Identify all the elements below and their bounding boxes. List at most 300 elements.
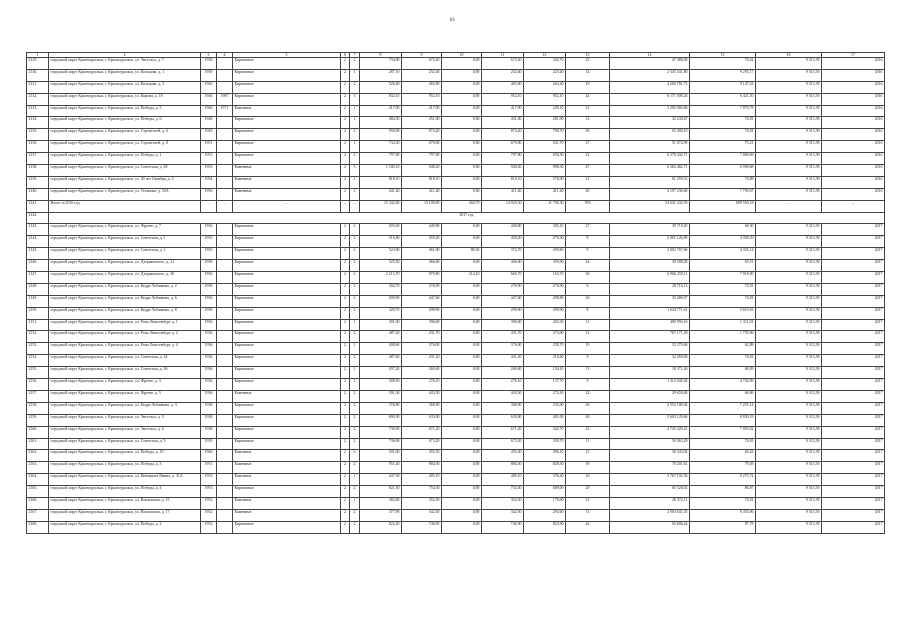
table-cell: 2 xyxy=(341,236,350,248)
table-cell: 2017 xyxy=(822,414,885,426)
table-cell: 70,42 xyxy=(690,58,756,70)
table-cell: 273,00 xyxy=(524,331,566,343)
table-cell: Кирпичные xyxy=(233,224,341,236)
table-cell: 1946 xyxy=(201,450,217,462)
table-cell: 404,70 xyxy=(442,200,482,212)
table-cell: 4 745 329,41 xyxy=(610,426,690,438)
table-cell: 7 879,78 xyxy=(690,105,756,117)
table-row xyxy=(27,165,885,177)
table-cell: 269,40 xyxy=(482,367,524,379)
table-cell xyxy=(217,129,233,141)
table-cell: 1 xyxy=(350,69,360,81)
table-cell: Кирпичные xyxy=(233,272,341,284)
table-cell: 2016 xyxy=(822,165,885,177)
table-cell: Кирпичные xyxy=(233,343,341,355)
table-cell: 26 xyxy=(566,414,610,426)
table-cell: 2017 xyxy=(822,450,885,462)
table-cell: 1936 xyxy=(201,343,217,355)
table-cell: 443,50 xyxy=(402,390,442,402)
table-cell: 396,10 xyxy=(524,450,566,462)
table-cell: 2017 xyxy=(822,367,885,379)
table-cell: 276,10 xyxy=(402,379,442,391)
table-cell: городской округ Красноуральск, г. Красноуральск, ул. Энгельса, д. 5 xyxy=(49,414,201,426)
table-cell: 4 260 781,75 xyxy=(610,81,690,93)
table-cell: 9 313,39 xyxy=(756,462,822,474)
table-cell xyxy=(217,462,233,474)
table-cell: 2165. xyxy=(27,486,49,498)
table-cell: 396,00 xyxy=(402,319,442,331)
table-cell: 2 xyxy=(341,153,350,165)
table-cell: 9 313,39 xyxy=(756,176,822,188)
table-cell: 401,00 xyxy=(524,414,566,426)
table-cell: 2 xyxy=(341,367,350,379)
table-cell: 9 313,39 xyxy=(756,450,822,462)
table-cell: 2 xyxy=(341,248,350,260)
table-cell: Кирпичные xyxy=(233,331,341,343)
table-cell: 9 313,39 xyxy=(756,438,822,450)
table-cell: 9 313,39 xyxy=(756,69,822,81)
table-cell: 20 716,13 xyxy=(610,283,690,295)
table-cell: 1939 xyxy=(201,438,217,450)
table-cell: 2154. xyxy=(27,355,49,367)
table-cell: 2 xyxy=(341,117,350,129)
table-cell: 0,00 xyxy=(442,176,482,188)
table-cell: 0,00 xyxy=(442,81,482,93)
table-cell: 1938 xyxy=(201,426,217,438)
table-cell: 2 xyxy=(350,81,360,93)
table-cell: 276,30 xyxy=(524,236,566,248)
table-cell: 2 xyxy=(341,283,350,295)
table-cell: 2 001 126,89 xyxy=(610,236,690,248)
table-cell: 431,00 xyxy=(482,117,524,129)
table-cell: 2157. xyxy=(27,390,49,402)
table-cell: 2166. xyxy=(27,497,49,509)
table-cell: 736,00 xyxy=(360,438,402,450)
table-cell: 505,00 xyxy=(360,224,402,236)
table-cell: 1940 xyxy=(201,81,217,93)
table-cell: 5 603 129,66 xyxy=(610,414,690,426)
column-header: 7 xyxy=(350,53,360,58)
table-cell: 20 xyxy=(566,188,610,200)
table-cell: 459,20 xyxy=(402,236,442,248)
table-cell: 1952 xyxy=(201,509,217,521)
table-cell: 287,10 xyxy=(360,69,402,81)
table-row xyxy=(27,474,885,486)
table-row xyxy=(27,509,885,521)
table-cell: 650,50 xyxy=(524,153,566,165)
table-cell: Кирпичные xyxy=(233,521,341,533)
table-cell: 487,60 xyxy=(360,355,402,367)
table-cell: 305,10 xyxy=(524,224,566,236)
table-cell: 22 xyxy=(566,390,610,402)
table-row xyxy=(27,69,885,81)
table-cell: 0,00 xyxy=(442,141,482,153)
table-cell: городской округ Красноуральск, г. Красноуральск, ул. Фрунзе, д. 3 xyxy=(49,379,201,391)
table-cell: 2161. xyxy=(27,438,49,450)
table-cell: 23 xyxy=(566,426,610,438)
table-cell: Кирпичные xyxy=(233,367,341,379)
table-cell: 2145. xyxy=(27,248,49,260)
table-cell: 9 313,39 xyxy=(756,81,822,93)
table-cell: 2168. xyxy=(27,521,49,533)
table-cell: 0,00 xyxy=(442,153,482,165)
table-cell: 86,87 xyxy=(690,486,756,498)
table-cell: 487,20 xyxy=(360,331,402,343)
table-cell: 339,70 xyxy=(524,438,566,450)
table-cell: 74,81 xyxy=(690,295,756,307)
table-cell: 797,80 xyxy=(360,153,402,165)
table-row xyxy=(27,343,885,355)
table-cell: 1 xyxy=(350,497,360,509)
table-cell: 2 xyxy=(341,307,350,319)
table-cell: городской округ Красноуральск, г. Красноуральск, ул. Победы, д. 6 xyxy=(49,117,201,129)
table-cell: 832,10 xyxy=(360,93,402,105)
table-cell: 1 xyxy=(350,117,360,129)
table-cell: – xyxy=(756,200,822,212)
table-cell xyxy=(217,117,233,129)
table-cell: 2130. xyxy=(27,69,49,81)
table-cell: 0,00 xyxy=(442,486,482,498)
table-cell: 65 400,10 xyxy=(610,129,690,141)
table-cell: 264,40 xyxy=(524,81,566,93)
table-cell: 431,70 xyxy=(482,331,524,343)
table-cell: 27 xyxy=(566,141,610,153)
table-cell: 2 xyxy=(350,390,360,402)
table-row xyxy=(27,248,885,260)
table-cell: 2017 xyxy=(822,248,885,260)
table-cell: 0,00 xyxy=(442,474,482,486)
table-cell: 2016 xyxy=(822,81,885,93)
table-cell: 1956 xyxy=(201,188,217,200)
table-cell: 2162. xyxy=(27,450,49,462)
table-cell: 0,00 xyxy=(442,343,482,355)
table-row xyxy=(27,331,885,343)
table-cell: – xyxy=(822,200,885,212)
table-cell: 2136. xyxy=(27,141,49,153)
table-cell: городской округ Красноуральск, г. Красноуральск, ул. Советская, д. 9 xyxy=(49,438,201,450)
table-cell: 9 313,39 xyxy=(756,521,822,533)
table-cell: 689,00 xyxy=(524,486,566,498)
table-cell: 9 313,39 xyxy=(756,58,822,70)
table-cell: городской округ Красноуральск, г. Красноуральск, ул. Интерната Ямина, д. 31А xyxy=(49,474,201,486)
table-cell: 1936 xyxy=(201,367,217,379)
table-cell: 2017 xyxy=(822,236,885,248)
table-cell: 884,30 xyxy=(482,462,524,474)
table-cell: 952,10 xyxy=(482,93,524,105)
table-cell: 1954 xyxy=(201,176,217,188)
table-cell: 0,00 xyxy=(442,129,482,141)
table-cell: 0,00 xyxy=(442,93,482,105)
table-cell: 272,30 xyxy=(524,390,566,402)
table-cell: 451,00 xyxy=(402,117,442,129)
table-cell: городской округ Красноуральск, г. Красноуральск, ул. Советская, д. 36 xyxy=(49,367,201,379)
table-cell: 154,10 xyxy=(524,367,566,379)
table-cell: 466,00 xyxy=(402,260,442,272)
table-cell: 2 xyxy=(341,355,350,367)
table-cell: 9 313,39 xyxy=(756,93,822,105)
table-cell: 2148. xyxy=(27,283,49,295)
table-cell: 2 xyxy=(341,402,350,414)
table-cell: 2 xyxy=(341,58,350,70)
table-cell: 2 xyxy=(341,319,350,331)
table-cell: 88,30 xyxy=(442,248,482,260)
section-row xyxy=(27,212,885,224)
table-cell: 1936 xyxy=(201,224,217,236)
table-cell: 9 xyxy=(566,248,610,260)
table-cell: 447,60 xyxy=(482,295,524,307)
table-cell: 671,20 xyxy=(482,426,524,438)
table-cell: 25 xyxy=(566,58,610,70)
table-cell: 940,20 xyxy=(482,165,524,177)
table-row xyxy=(27,521,885,533)
table-cell: 74,81 xyxy=(690,438,756,450)
table-cell: 79,39 xyxy=(690,462,756,474)
table-cell: 818,10 xyxy=(402,176,442,188)
table-cell xyxy=(217,486,233,498)
table-cell: 0,00 xyxy=(442,450,482,462)
table-cell: 884,30 xyxy=(402,462,442,474)
table-cell: 2017 xyxy=(822,331,885,343)
table-cell: 0,00 xyxy=(442,509,482,521)
table-row xyxy=(27,379,885,391)
table-cell: 501,00 xyxy=(360,450,402,462)
column-header: 14 xyxy=(610,53,690,58)
table-cell: 673,20 xyxy=(482,58,524,70)
table-cell: 376,00 xyxy=(402,343,442,355)
table-cell: – xyxy=(341,200,350,212)
table-cell: 54 641 242,59 xyxy=(610,200,690,212)
table-cell: 6 171 508,26 xyxy=(610,93,690,105)
table-cell: 214,10 xyxy=(442,272,482,284)
table-cell: 9 313,39 xyxy=(756,319,822,331)
table-cell: 1939 xyxy=(201,69,217,81)
table-cell: 3 197 236,68 xyxy=(610,188,690,200)
table-cell: городской округ Красноуральск, г. Красноуральск, ул. Розы Люксембург, д. 1 xyxy=(49,319,201,331)
table-cell: 1 312 042,04 xyxy=(610,379,690,391)
table-cell: 18 371,26 xyxy=(610,367,690,379)
table-cell: 2 xyxy=(350,224,360,236)
table-cell: 9 313,39 xyxy=(756,379,822,391)
table-cell: 797,80 xyxy=(482,153,524,165)
table-cell: 1 xyxy=(350,105,360,117)
table-cell: 754,30 xyxy=(402,486,442,498)
table-cell: 9 313,39 xyxy=(756,129,822,141)
table-cell xyxy=(217,58,233,70)
table-cell: городской округ Красноуральск, г. Красноуральск, ул. Советская, д. 1 xyxy=(49,236,201,248)
table-cell: 9 313,39 xyxy=(756,426,822,438)
table-row xyxy=(27,307,885,319)
table-cell: 665,70 xyxy=(482,272,524,284)
table-cell: 2160. xyxy=(27,426,49,438)
table-cell: 673,20 xyxy=(402,438,442,450)
table-cell: 1952 xyxy=(201,521,217,533)
table-cell: 293,60 xyxy=(524,509,566,521)
table-cell: 210,40 xyxy=(524,355,566,367)
table-cell: 19 xyxy=(566,81,610,93)
table-cell: 26 xyxy=(566,295,610,307)
table-cell: Кирпичные xyxy=(233,141,341,153)
table-cell: 65,51 xyxy=(690,260,756,272)
table-cell: 2 xyxy=(350,260,360,272)
table-cell: 2139. xyxy=(27,176,49,188)
table-cell: 65 606,24 xyxy=(610,521,690,533)
table-cell: 2 xyxy=(350,129,360,141)
table-cell: 1 xyxy=(350,176,360,188)
table-cell: 2 xyxy=(341,141,350,153)
table-cell: 2 xyxy=(350,283,360,295)
table-cell: 2 xyxy=(350,153,360,165)
table-cell: 2138. xyxy=(27,165,49,177)
table-row xyxy=(27,414,885,426)
table-cell: 137,70 xyxy=(524,379,566,391)
table-cell: 9 313,39 xyxy=(756,105,822,117)
table-cell: 1 xyxy=(350,343,360,355)
table-cell: 523,90 xyxy=(360,248,402,260)
table-cell: 223,40 xyxy=(524,69,566,81)
table-cell: 3 767 192,56 xyxy=(610,474,690,486)
table-cell: 1949 xyxy=(201,129,217,141)
table-cell: 2 xyxy=(341,260,350,272)
table-row xyxy=(27,188,885,200)
table-cell: городской округ Красноуральск, г. Красноуральск, ул. Кольцова, д. 1 xyxy=(49,69,201,81)
table-cell: 9 313,39 xyxy=(756,117,822,129)
table-cell: 2 xyxy=(341,426,350,438)
table-cell: 4 358,29 xyxy=(690,236,756,248)
table-cell: 304,70 xyxy=(360,283,402,295)
table-cell: 411,40 xyxy=(482,188,524,200)
table-cell: 2132. xyxy=(27,93,49,105)
table-cell: 359,90 xyxy=(524,260,566,272)
table-cell: 2016 xyxy=(822,105,885,117)
table-cell: 30 343,94 xyxy=(610,450,690,462)
table-cell: 9 313,39 xyxy=(756,355,822,367)
table-cell xyxy=(217,188,233,200)
table-cell: 447,60 xyxy=(402,295,442,307)
table-cell: Кирпичные xyxy=(233,438,341,450)
total-row xyxy=(27,200,885,212)
table-row xyxy=(27,117,885,129)
table-cell: 7 759,67 xyxy=(690,188,756,200)
table-cell: 21 xyxy=(566,105,610,117)
table-cell: 0,00 xyxy=(442,390,482,402)
table-cell: 8 453,06 xyxy=(690,509,756,521)
table-cell: городской округ Красноуральск, г. Красноуральск, ул. Фрунзе, д. 5 xyxy=(49,390,201,402)
table-cell: 2 xyxy=(341,272,350,284)
table-cell: 2 xyxy=(341,188,350,200)
table-cell: 23 379,46 xyxy=(610,343,690,355)
register-table xyxy=(26,52,885,534)
table-cell: 299,90 xyxy=(524,307,566,319)
table-cell: 2140. xyxy=(27,188,49,200)
column-header: 4 xyxy=(217,53,233,58)
table-cell: 2 xyxy=(350,414,360,426)
table-cell: 2156. xyxy=(27,379,49,391)
table-cell: 297,20 xyxy=(360,367,402,379)
register-table-wrapper xyxy=(26,52,884,534)
table-cell: 11 xyxy=(566,319,610,331)
table-cell: 2017 xyxy=(822,307,885,319)
table-cell: 2017 xyxy=(822,390,885,402)
table-cell: 1936 xyxy=(201,355,217,367)
table-cell xyxy=(217,355,233,367)
table-cell: городской округ Красноуральск, г. Красноуральск, ул. Советская, д. 2 xyxy=(49,248,201,260)
table-cell: 74,81 xyxy=(690,117,756,129)
table-cell: 952,10 xyxy=(402,93,442,105)
table-cell: 377,90 xyxy=(360,509,402,521)
table-cell: 42 xyxy=(566,93,610,105)
table-row xyxy=(27,438,885,450)
table-cell: 9 xyxy=(566,355,610,367)
table-cell: 908,30 xyxy=(524,165,566,177)
table-cell: 2 xyxy=(341,414,350,426)
table-cell: 2134. xyxy=(27,117,49,129)
table-cell: городской округ Красноуральск, г. Красноуральск, ул. Дзержинского, д. 21 xyxy=(49,260,201,272)
table-cell: 372,70 xyxy=(482,248,524,260)
table-cell: 352,50 xyxy=(482,497,524,509)
table-cell: – xyxy=(233,200,341,212)
table-cell: 70 201,61 xyxy=(610,462,690,474)
table-cell: 734,00 xyxy=(360,58,402,70)
table-cell: Кирпичные xyxy=(233,307,341,319)
table-cell: Кирпичные xyxy=(233,319,341,331)
table-cell: 699 550,18 xyxy=(690,200,756,212)
table-cell: 576,00 xyxy=(524,176,566,188)
table-row xyxy=(27,153,885,165)
table-cell: 7 869,69 xyxy=(690,153,756,165)
table-cell: 465,80 xyxy=(402,81,442,93)
table-cell: 50 363,29 xyxy=(610,438,690,450)
table-cell: Каменные xyxy=(233,474,341,486)
table-cell: 2 xyxy=(350,486,360,498)
table-cell: 0,00 xyxy=(442,379,482,391)
table-cell: 9 313,39 xyxy=(756,414,822,426)
table-cell: 376,00 xyxy=(482,343,524,355)
table-cell: 1 xyxy=(350,379,360,391)
table-cell: 299,90 xyxy=(482,307,524,319)
table-cell: 818,10 xyxy=(360,176,402,188)
table-cell: 276,90 xyxy=(482,283,524,295)
table-cell: 2 003 767,66 xyxy=(610,248,690,260)
table-cell: 2153. xyxy=(27,343,49,355)
table-cell: 2 xyxy=(341,462,350,474)
table-cell: 4 754,09 xyxy=(690,379,756,391)
table-row xyxy=(27,319,885,331)
table-cell: 673,20 xyxy=(482,438,524,450)
table-cell: 2164. xyxy=(27,474,49,486)
table-cell: 1987 xyxy=(217,93,233,105)
table-cell: 33 486,97 xyxy=(610,295,690,307)
table-cell: 342,70 xyxy=(524,426,566,438)
table-cell: городской округ Красноуральск, г. Красноуральск, ул. Вокзальная, д. 15 xyxy=(49,497,201,509)
table-cell: 2017 xyxy=(822,319,885,331)
table-cell: 2155. xyxy=(27,367,49,379)
table-cell: 2017 xyxy=(822,260,885,272)
table-cell xyxy=(217,343,233,355)
table-cell: городской округ Красноуральск, г. Красноуральск, ул. Энгельса, д. 7 xyxy=(49,58,201,70)
table-cell: 24 xyxy=(566,260,610,272)
table-cell: 75,21 xyxy=(690,141,756,153)
table-cell: 32 260,06 xyxy=(610,355,690,367)
table-cell: 1936 xyxy=(201,319,217,331)
table-cell xyxy=(217,319,233,331)
table-cell: 2135. xyxy=(27,129,49,141)
table-cell: 4 335,14 xyxy=(690,248,756,260)
table-cell: 27 xyxy=(566,224,610,236)
table-cell: 1953 xyxy=(201,474,217,486)
table-cell: 2 xyxy=(350,355,360,367)
table-cell: городской округ Красноуральск, г. Красноуральск, ул. Советская, д. 28 xyxy=(49,165,201,177)
table-cell: Кирпичные xyxy=(233,153,341,165)
